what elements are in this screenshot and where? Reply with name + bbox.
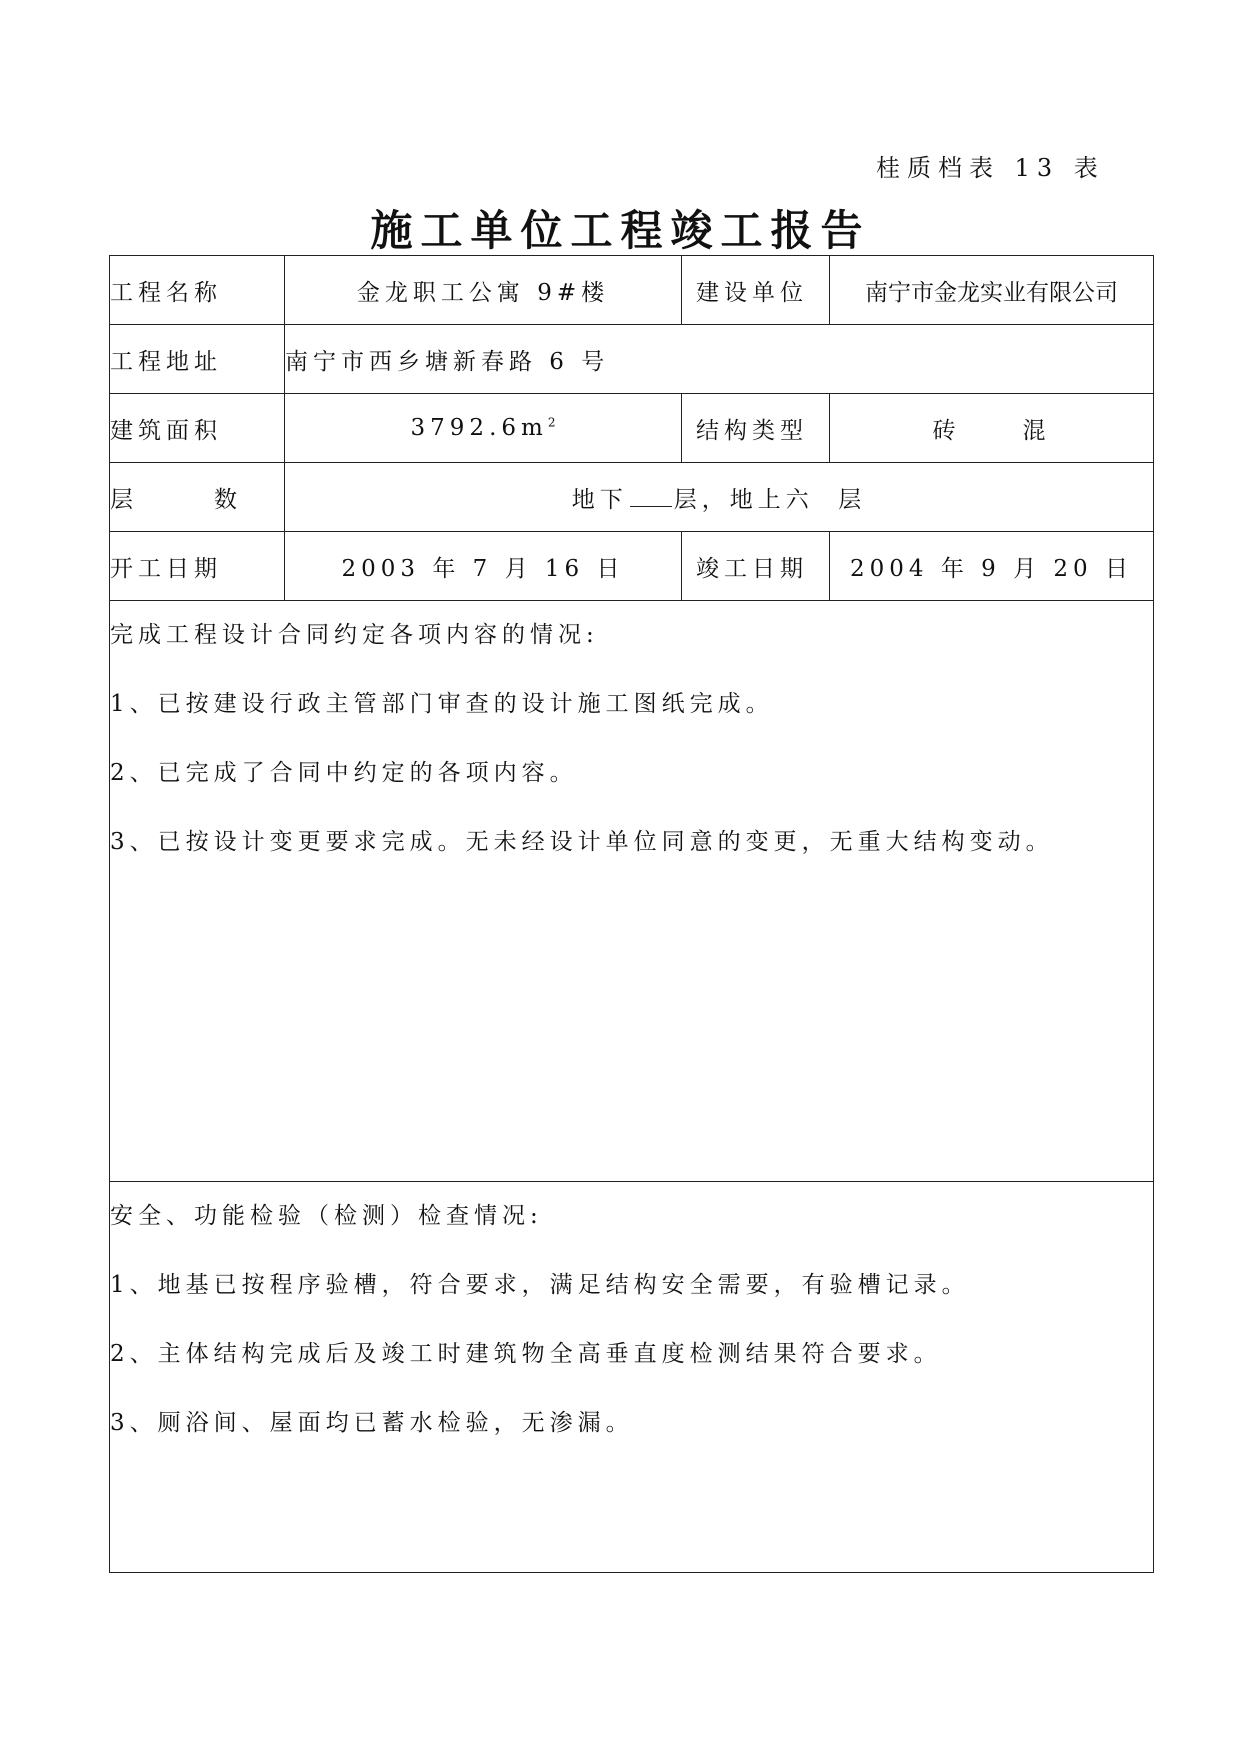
structure-value — [830, 394, 1154, 463]
area-superscript: 2 — [547, 415, 556, 430]
finish-date-label: 竣工日期 — [682, 532, 830, 601]
floors-value — [285, 463, 1154, 532]
project-name-label: 工程名称 — [110, 256, 285, 325]
finish-date-value: 2004 年 9 月 20 日 — [830, 532, 1154, 601]
list-item: 3、已按设计变更要求完成。无未经设计单位同意的变更，无重大结构变动。 — [110, 829, 1054, 855]
structure-part-b: 混 — [1022, 417, 1051, 444]
builder-label: 建设单位 — [682, 256, 830, 325]
table-row — [110, 601, 1154, 1182]
table-row — [110, 1182, 1154, 1573]
builder-value: 南宁市金龙实业有限公司 — [830, 256, 1154, 325]
structure-label: 结构类型 — [682, 394, 830, 463]
form-number: 桂质档表 13 表 — [876, 154, 1105, 182]
floors-label — [110, 463, 285, 532]
start-date-label: 开工日期 — [110, 532, 285, 601]
contract-completion-section — [110, 601, 1154, 1182]
table-row — [110, 256, 1154, 325]
table-row — [110, 532, 1154, 601]
floors-label-a: 层 — [110, 486, 138, 513]
list-item: 1、地基已按程序验槽，符合要求，满足结构安全需要，有验槽记录。 — [110, 1272, 970, 1298]
list-item: 2、主体结构完成后及竣工时建筑物全高垂直度检测结果符合要求。 — [110, 1341, 942, 1367]
area-label: 建筑面积 — [110, 394, 285, 463]
area-number: 3792.6m — [410, 415, 548, 441]
floors-prefix: 地下 — [571, 486, 628, 513]
section-heading: 安全、功能检验（检测）检查情况: — [110, 1203, 543, 1229]
table-row — [110, 394, 1154, 463]
table-row — [110, 325, 1154, 394]
floors-suffix: 层，地上六 层 — [673, 486, 867, 513]
table-row — [110, 463, 1154, 532]
safety-inspection-section — [110, 1182, 1154, 1573]
section-heading: 完成工程设计合同约定各项内容的情况: — [110, 622, 599, 648]
floors-label-b: 数 — [214, 486, 242, 513]
report-table — [109, 255, 1154, 1573]
start-date-value: 2003 年 7 月 16 日 — [285, 532, 682, 601]
area-value — [285, 394, 682, 463]
list-item: 2、已完成了合同中约定的各项内容。 — [110, 760, 578, 786]
document-title: 施工单位工程竣工报告 — [370, 206, 871, 255]
address-label: 工程地址 — [110, 325, 285, 394]
list-item: 3、厕浴间、屋面均已蓄水检验，无渗漏。 — [110, 1410, 634, 1436]
address-value: 南宁市西乡塘新春路 6 号 — [285, 325, 1154, 394]
structure-part-a: 砖 — [932, 417, 961, 444]
project-name-value: 金龙职工公寓 9#楼 — [285, 256, 682, 325]
list-item: 1、已按建设行政主管部门审查的设计施工图纸完成。 — [110, 691, 774, 717]
floors-blank — [630, 486, 672, 507]
